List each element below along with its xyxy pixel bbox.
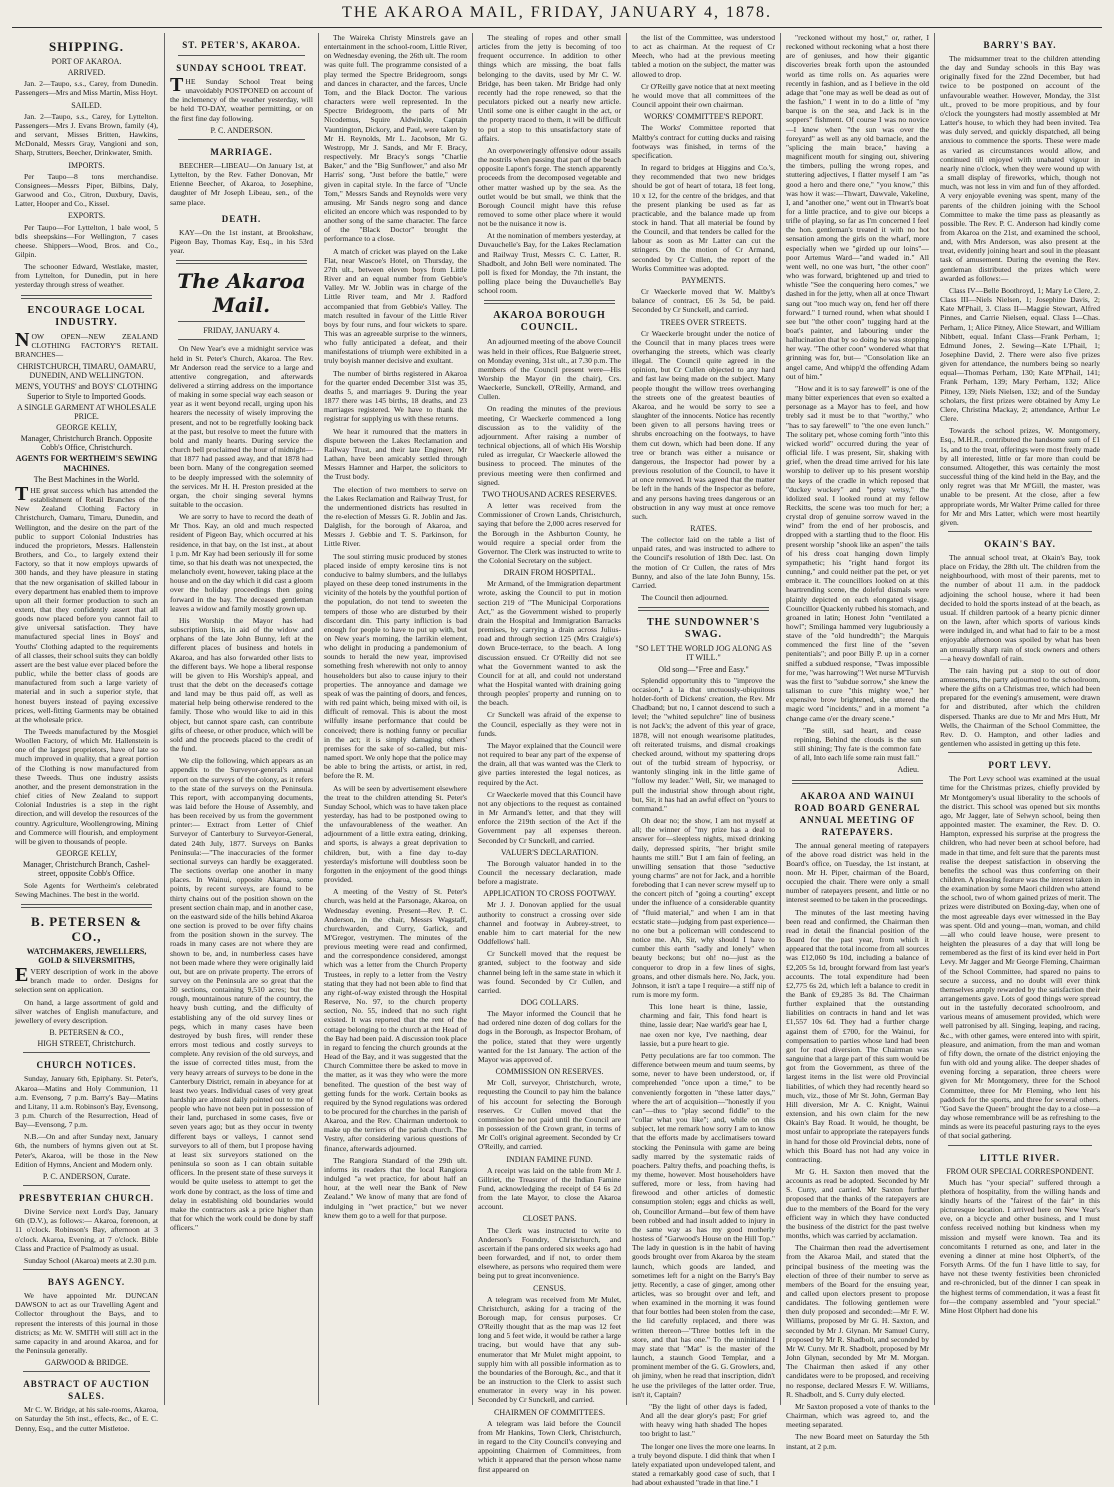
single-garment: A SINGLE GARMENT AT WHOLESALE PRICE.	[15, 403, 158, 421]
divider	[178, 139, 305, 140]
article-paragraph: Cr Waeckerle moved that W. Maltby's balance of contract, £6 3s 5d, be paid. Seconded by Cr Sunckell, and carried.	[632, 287, 775, 314]
petersen-sub: WATCHMAKERS, JEWELLERS, GOLD & SILVERSMITHS,	[15, 947, 158, 965]
article-paragraph: Cr Sunckell was afraid of the expense to the Council, especially as they were not in funds.	[478, 710, 621, 737]
article-paragraph: Mr J. J. Donovan applied for the usual authority to construct a crossing over side channel and footway in Aubrey-street, to enable him to cart material for the new Oddfellows' hall.	[478, 900, 621, 946]
article-paragraph: The stealing of ropes and other small articles from the jetty is becoming of too frequent occurrence. In addition to other things which are missing, the boat falls belonging to the davits, used by Mr C. W. Bridge, has been taken. Mr Bridge had only recently had the rope renewed, so that the peculators picked out a nearly new article. Until some one is either caught in the act, or the property traced to them, it will be difficult to put a stop to this unsatisfactory state of affairs.	[478, 33, 621, 143]
council-heading: AKAROA BOROUGH COUNCIL.	[478, 310, 621, 334]
article-paragraph: The midsummer treat to the children attending the day and Sunday schools in this Bay was originally fixed for the 22nd December, but had twice to be postponed on account of the unfavourable weather. However, Monday, the 31st ult., proved to be more propitious, and by four o'clock the youngsters had mostly assembled at Mr Latter's house, to which they had been invited. Tea was duly served, and quickly dispatched, all being anxious to commence the sports. These were made as varied as circumstances would allow, and continued till enjoyed with unabated vigour in nearly nine o'clock, when they were wound up with a small display of fireworks, which, though not much, was not less in vim and fun of they afforded. A very enjoyable evening was spent, many of the parents of the children joining with the School Committee to make the time pass as pleasantly as possible. The Rev. P. C. Anderson had kindly come from Akaroa on the 21st, and examined the school, and, with Mrs Anderson, was also present at the treat, evidently joining heart and soul in the pleasant task of amusement. During the evening the Rev. gentleman distributed the prizes which were awarded as follows:—	[940, 54, 1100, 283]
divider	[178, 321, 305, 322]
bays-sig: GARWOOD & BRIDGE.	[15, 1358, 158, 1367]
river-heading: LITTLE RIVER.	[940, 1152, 1100, 1164]
barrys-heading: BARRY'S BAY.	[940, 39, 1100, 51]
section-heading: TREES OVER STREETS.	[632, 318, 775, 327]
column-rule	[934, 33, 935, 1405]
article-paragraph: the list of the Committee, was understood to act as chairman. At the request of Cr Meech, who had at the previous meeting tabled a motion on the subject, the matter was allowed to drop.	[632, 33, 775, 79]
sailed-label: SAILED.	[15, 101, 158, 110]
petersen-addr: HIGH STREET, Christchurch.	[15, 1039, 158, 1048]
petersen-text: EVERY description of work in the above branch made to order. Designs for selection sent on application.	[15, 967, 158, 994]
article-paragraph: On reading the minutes of the previous meeting, Cr Waeckerle commenced a long discussion as to the validity of the adjournment. After raising a number of technical objections, all of which His Worship ruled as irregular, Cr Waeckerle allowed the business to proceed. The minutes of the previous meeting were then confirmed and signed.	[478, 404, 621, 486]
article-paragraph: The Council then adjourned.	[632, 593, 775, 602]
article-paragraph: A match of cricket was played on the Lake Flat, near Wascoe's Hotel, on Thursday, the 27th ult., between eleven boys from Little River and an equal number from Gebbie's Valley. Mr W. Joblin was in charge of the Little River team, and Mr J. Radford accompanied that from Gebbie's Valley. The match resulted in favour of the Little River boys by four runs, and four wickets to spare. This was an agreeable surprise to the winners, who fully anticipated a defeat, and their manifestations of triumph were exhibited in a truly boyish manner decisive and exultant.	[324, 247, 467, 366]
sunday-text: THE Sunday School Treat being unavoidably POSTPONED on account of the inclemency of the weather yesterday, will be held TO-DAY, weather permitting, or on the first fine day following.	[170, 77, 313, 123]
divider	[792, 780, 923, 784]
arrived-label: ARRIVED.	[15, 68, 158, 77]
article-paragraph: The Borough valuator handed in to the Council the necessary declaration, made before a magistrate.	[478, 859, 621, 886]
masthead: THE AKAROA MAIL, FRIDAY, JANUARY 4, 1878.	[0, 0, 1114, 26]
article-paragraph: We are sorry to have to record the death of Mr Thos. Kay, an old and much respected resident of Pigeon Bay, which occurred at his residence, in that bay, on the 1st inst., at about 1 p.m. Mr Kay had been seriously ill for some time, so that his death was not unexpected, the melancholy event, however, taking place at the house and on the day which it did cast a gloom over the holiday proceedings then going forward in the bay. The deceased gentleman leaves a widow and family mostly grown up.	[170, 512, 313, 613]
column-3	[324, 33, 467, 1405]
column-4	[478, 33, 621, 1405]
article-paragraph: The Clerk was instructed to write to Anderson's Foundry, Christchurch, and ascertain if the pans ordered six weeks ago had been forwarded, and if not, to order them elsewhere, as persons who required them were being put to great inconvenience.	[478, 1226, 621, 1281]
section-heading: WORKS' COMMITTEE'S REPORT.	[632, 112, 775, 121]
section-heading: VALUER'S DECLARATION.	[478, 848, 621, 857]
section-heading: DRAIN FROM HOSPITAL.	[478, 568, 621, 577]
article-paragraph: The collector laid on the table a list of unpaid rates, and was instructed to adhere to the Council's resolution of 18th Dec. last. On the motion of Cr Cullen, the rates of Mrs Bunny, and also of the late John Bunny, 15s. Carried.	[632, 535, 775, 590]
presby-heading: PRESBYTERIAN CHURCH.	[15, 1192, 158, 1204]
church-heading: CHURCH NOTICES.	[15, 1059, 158, 1071]
column-rule	[164, 33, 165, 1405]
column-2	[170, 33, 313, 1405]
article-paragraph: Mr Saxton proposed a vote of thanks to the Chairman, which was agreed to, and the meeting separated.	[786, 1402, 929, 1429]
arrived-text: Jan. 2—Taupo, s.s., Carey, from Dunedin. Passengers—Mrs and Miss Martin, Miss Hoyt.	[15, 79, 158, 97]
marriage-text: BEECHER—LIBEAU—On January 1st, at Lyttelton, by the Rev. Father Donovan, Mr Etienne Beecher, of Akaroa, to Josephine, daughter of Mr Joseph Libeau, sen., of the same place.	[170, 161, 313, 207]
verse: "Be still, sad heart, and cease repining, Behind the clouds is the sun still shining; Thy fate is the common fate of all, Into each life some rain must fall."	[786, 726, 929, 763]
section-heading: DOG COLLARS.	[478, 998, 621, 1007]
section-heading: APPLICATION TO CROSS FOOTWAY.	[478, 889, 621, 898]
bays-text: We have appointed Mr. DUNCAN DAWSON to act as our Travelling Agent and Collector throughout the Bays, and to represent the interests of this journal in those districts; as Mr. W. SMITH will still act in the same capacity in and around Akaroa, and for the Peninsula generally.	[15, 1291, 158, 1355]
article-paragraph: The soul stirring music produced by stones placed inside of empty kerosine tins is not conducive to balmy slumbers, and the lullabys played on these deep toned instruments in the vicinity of the hotels by the youthful portion of the population, do not tend to sweeten the tempers of those who are disturbed by their discordant din. This party infliction is bad enough for people to have to put up with, but on New year's morning, the larrikin element, who delight in producing a pandemonium of sounds to herald the new year, improvised something fresh wherewith not only to annoy householders but also to cause injury to their properties. The annoyance and damage we speak of was the painting of doors, and fences, with red paint which, being mixed with oil, is difficult of removal. This is about the most wilfully insane performance that could be conceived; there is nothing funny or peculiar in the act; it is simply damaging others' premises for the sake of so-called, but mis-named sport. We only hope that the police may be able to bring the artists, or artist, in red, before the R. M.	[324, 552, 467, 781]
column-rule	[626, 33, 627, 1405]
article-paragraph: The minutes of the last meeting having been read and confirmed, the Chairman then read in detail the financial position of the Board for the past year, from which it appeared that the total income from all sources was £12,060 9s 10d, including a balance of £2,205 5s 1d, brought forward from last year's accounts. The total expenditure had been £2,775 6s 2d, which left a balance to credit in the Bank of £9,285 3s 8d. The Chairman further explained that the outstanding liabilities on contracts in hand and let was £1,557 10s 6d. They had a further charge against them of £700, for the Wainui, for compensation to parties whose land had been got for road diversion. The Chairman was sanguine that a large part of this sum would be got from the Government, as three of the largest items in the list were old Provincial liabilities, of which they had recently heard so much, viz., those of Mr St. John, German Bay Hill diversion, Mr A. C. Knight, Wainui extension, and his own claim for the new Okain's Bay Road. It would, he thought, be most unfair to appropriate the ratepayers funds in hand for those old Provincial debts, none of which this Board has not had any voice in contracting.	[786, 908, 929, 1164]
dateline: FRIDAY, JANUARY 4.	[170, 326, 313, 335]
adieu: Adieu.	[786, 765, 929, 774]
divider	[23, 1185, 150, 1186]
manager-1: Manager, Christchurch Branch. Opposite Cobb's Office, Christchurch.	[15, 434, 158, 452]
divider	[948, 531, 1092, 532]
sunday-sig: P. C. ANDERSON.	[170, 126, 313, 135]
article-paragraph: His Worship the Mayor has had subscription lists, in aid of the widow and orphans of the late John Bunny, left at the different places of business and hotels in Akaroa, and has also forwarded other lists to the different bays. We hope a liberal response will be given to His Worship's appeal, and trust that the debt on the deceased's cottage and land may be thus paid off, as well as material help being otherwise rendered to the family. Those who would like to aid in this object, but cannot spare cash, can contribute gifts of cheese, or other produce, which will be sold and the proceeds placed to the credit of the fund.	[170, 616, 313, 753]
bays-heading: BAYS AGENCY.	[15, 1276, 158, 1288]
article-paragraph: The Port Levy school was examined at the usual time for the Christmas prizes, chiefly provided by Mr Montgomery's usual liberality to the schools of the district. This school was opened but six months ago, Mr Jagger, late of Selwyn school, being then appointed master. The examiner, the Rev. D. O. Hampton, expressed his surprise at the progress the children, who had never been at school before, had made in that time, and felt sure that the parents must realise the deepest satisfaction in observing the benefits the school was thus conferring on their children. A pleasing feature was the interest taken in the examination by some Maori children who attend the school, two of whom gained prizes of merit. The prizes were distributed on Boxing-day, when one of the most agreeable days ever witnessed in the Bay was spent. Old and young—man, woman, and child—all who could leave house, were present to heighten the pleasures of a day that will long be remembered as the first of its kind ever held in Port Levy. Mr Jagger and Mr George Fleming, Chairman of the School Committee, had spared no pains to secure a success, and no doubt will ever think themselves amply rewarded by the satisfaction their arrangements gave. Lots of good things were spread out in the tastefully decorated schoolroom, and various means of amusement provided, which were well patronised by all. Singing, leaping, and racing, &c., with other games, were entered into with spirit, pleasure, and animation, from the man and woman of fifty down, the ornate of the district enjoying the fun with old and young alike. The deeper shades of evening forcing a separation, three cheers were given for Mr Montgomery, three for the School Committee, three for Mr Fleming, who lent his paddock for the sports, and three for several others. "God Save the Queen" brought the day to a close—a day whose remembrance will be as refreshing to the minds as were its peaceful pasturing rays to the eyes of that social gathering.	[940, 774, 1100, 1140]
exports-label: EXPORTS.	[15, 211, 158, 220]
article-paragraph: A receipt was laid on the table from Mr J. Gillriet, the Treasurer of the Indian Famine Fund, acknowledging the receipt of £4 6s 2d from the late Mayor, to close the Akaroa account.	[478, 1166, 621, 1212]
divider	[23, 1052, 150, 1053]
section-heading: CENSUS.	[478, 1284, 621, 1293]
article-paragraph: Cr Sunckell moved that the request be granted, subject to the footway and side channel being left in the same state in which it was found. Seconded by Cr Cullen, and carried.	[478, 949, 621, 995]
agents-sub: The Best Machines in the World.	[15, 475, 158, 484]
section-heading: TWO THOUSAND ACRES RESERVES.	[478, 490, 621, 499]
article-paragraph: "How and it is to say farewell" is one of the many bitter experiences that even so exalted a personage as a Mayor has to feel, and how trebly sad it must be to that "worthy," who "has to say farewell" to "the one even lunch." The solitary pet, whose coming forth "into this wicked world" occurred during the year of official life. I was present, Sir, shaking with grief, when the dread time arrived for his late worship to deliver up to his present worship the keys of the cradle in which reposed that "duckey wuckey" and "petsy wetsy," the idolized seal. I looked round at my fellow Reckitts, the scene was too much for her; a crystal drop of genuine sorrow waved in the wind" from the end of her proboscis, and dropped with a startling thud to the floor. His present worship "shook like an aspen" the tails of his dress coat hanging down limply sympathetic; his "right hand forgot its cunning," and could neither pat the pet, or yet embrace it. The councillors looked on at this heartrending scene, the doleful dismals were plainly depicted on each elongated visage. Councillor Quackenly rubbed his stomach, and groaned in latin; Honest John "ventilated a howl"; Smilinga hammed very lugubriously a stave of the "old hundredth"; the Marquis commenced the first line of the "seven penitentials"; and poor Billy P. up in a corner sniffed a subdued response, "Twas impossible for me, "was harrowing"! Wet nurse M'Turvish was the first to "subdue sorrow," she knew the talisman to cure "this mighty woe," her expensive brow brightened, she uttered the magic word "incidents," and in a moment "a change came o'er the dreary scene."	[786, 384, 929, 723]
article-paragraph: Mr Coll, surveyor, Christchurch, wrote, requesting the Council to pay him the balance of his account for selecting the Borough reserves. Cr Cullen moved that the commission be not paid until the Council are in possession of the Crown grant, in terms of Mr Coll's original agreement. Seconded by Cr O'Reilly, and carried.	[478, 1078, 621, 1151]
mens-clothing: MEN'S, YOUTHS' and BOYS' CLOTHING Superior to Style to Imported Goods.	[15, 382, 158, 400]
verse: "By the light of other days is faded, And all the dear glory's past; For grief with heavy wing hath shaded The hopes too bright to last."	[632, 1402, 775, 1439]
swag-heading: THE SUNDOWNER'S SWAG.	[632, 617, 775, 641]
column-rule	[318, 33, 319, 1405]
swag-motto: "SO LET THE WORLD JOG ALONG AS IT WILL."	[632, 644, 775, 662]
article-paragraph: The Chairman then read the advertisement from the Akaroa Mail, and stated that the principal business of the meeting was the election of three of their number to serve as members of the Board for the ensuing year, and called upon electors present to propose candidates. The following gentlemen were then duly proposed and seconded:—Mr F. W. Williams, proposed by Mr G. H. Saxton, and seconded by Mr J. Glynan. Mr Samuel Curry, proposed by Mr R. Shadbolt, and seconded by Mr W. Curry. Mr R. Shadbolt, proposed by Mr John Glynan, seconded by Mr M. Morgan. The Chairman then asked if any other candidates were to be proposed, and receiving no response, declared Messrs F. W. Williams, R. Shadbolt, and S. Curry duly elected.	[786, 1243, 929, 1399]
shipping-heading: SHIPPING.	[15, 39, 158, 54]
divider	[948, 752, 1092, 753]
section-heading: CHAIRMEN OF COMMITTEES.	[478, 1408, 621, 1417]
article-paragraph: The Mayor informed the Council that he had ordered nine dozen of dog collars for the dogs in the Borough, as Inspector Broham, of the police, stated that they were urgently wanted for the 1st January. The action of the Mayor was approved of.	[478, 1009, 621, 1064]
article-paragraph: The Waireka Christy Minstrels gave an entertainment in the school-room, Little River, on Wednesday evening, the 26th ult. The room was quite full. The programme consisted of a play termed the Spectre Bridegroom, songs and dances in character, and the farces, Uncle Tom, and the Black Doctor. The various characters were well represented. In the Spectre Bridegroom, the parts of Mr Nicodemus, Squire Aldwinkle, Captain Vauntington, Dickory, and Paul, were taken by Mr H. Reynolds, Mr L. Jacobson, Mr G. Westropp, Mr J. Sands, and Mr F. Bracy, respectively. Mr Bracy's songs "Charlie Baker," and the "Big Sunflower," and also Mr Harris' song, "Just before the battle," were given in capital style. In the farce of "Uncle Tom," Messrs Sands and Reynolds were very amusing. Mr Sands negro song and dance elicited an encore which was responded to by another song of the same character. The farce of the "Black Doctor" brought the performance to a close.	[324, 33, 467, 244]
article-paragraph: We hear it rumoured that the matters in dispute between the Lakes Reclamation and Railway Trust, and their late Engineer, Mr Lathan, have been amicably settled through Messrs Hamner and Harper, the solicitors to the Trust body.	[324, 427, 467, 482]
port-heading: PORT OF AKAROA.	[15, 57, 158, 66]
section-heading: PAYMENTS.	[632, 276, 775, 285]
divider	[21, 295, 152, 299]
column-6	[786, 33, 929, 1405]
church-text: Sunday, January 6th, Epiphany. St. Peter's, Akaroa—Matins and Holy Communion, 11 a.m. Evensong, 7 p.m. Barry's Bay—Matins and Litany, 11 a.m. Robinson's Bay, Evensong, 3 p.m. Church of the Resurrection, Head of Bay—Evensong, 7 p.m.	[15, 1074, 158, 1129]
auction-text: Mr C. W. Bridge, at his sale-rooms, Akaroa, on Saturday the 5th inst., effects, &c., of E. C. Denny, Esq., and the cutter Mistletoe.	[15, 1405, 158, 1432]
column-rule	[780, 33, 781, 1405]
divider	[484, 300, 615, 304]
levy-heading: PORT LEVY.	[940, 759, 1100, 771]
article-paragraph: Oh dear no; the show, I am not myself at all; the winner of "my prize has a deal to answer for—sleepless nights, mixed drinking daily, depressed spirits, "her bright smile haunts me still." But I am fain of feeling, an unwilling sensation that those "seductive young charms" are not for Jack, and a horrible foreboding that I can never screw myself up to the concert pitch of "going a courting" except under the influence of a considerable quantity of "fluid material," and when I am in that ecstatic state—judging from past experience—no one but a policeman will condescend to notice me. Ah, Sir, why should I have to cumber this earth "sadly and lonely" when beauty beckons; but oh! no—just as the conqueror to drop in a few lines of sighs, groans, and other dismals here. No, Jack, you. Johnson, it isn't a tape I require—a stiff nip of rum is more my form.	[632, 816, 775, 999]
column-rule	[472, 33, 473, 1405]
divider	[21, 904, 152, 908]
article-paragraph: Cr Waeckerle brought under the notice of the Council that in many places trees were overhanging the streets, which was clearly illegal. The Council quite agreed in the opinion, but Cr Cullen objected to any hard and fast law being made on the subject. Many people thought the willow trees overhanging the streets one of the greatest beauties of Akaroa, and he would be sorry to see a slaughter of the innocents. Notice has recently been given to all persons having trees or shrubs encroaching on the footways, to have them cut down, which had been done. If any tree or branch was either a nuisance or dangerous, the Inspector had power by a previous resolution of the Council, to have it at once removed. It was agreed that the matter be left in the hands of the Inspector as before, and any persons having trees dangerous or an obstruction in any way must at once remove such.	[632, 329, 775, 521]
section-heading: CLOSET PANS.	[478, 1214, 621, 1223]
imports-text: Per Taupo—8 tons merchandise. Consignees—Messrs Piper, Bilbins, Daly, Garwood and Co., Citron, Duxbury, Davis, Latter, Hooper and Co., Kissel.	[15, 172, 158, 209]
george-kelly-2: GEORGE KELLY,	[15, 849, 158, 858]
article-paragraph: Splendid opportunity this to "improve the occasion," a la that unctuously-ubiquitous holder-forth of Dickens' creation, the Rev. Mr Chadband; but no, I cannot descend to such a level; the "whited sepulchre" line of business is not Jack's; the advent of this year of grace, 1878, will not enough wearisome platitudes, oft reiterated truisms, and dismal croakings checked around, without my spattering drops out of the turbid stream of hypocrisy, or wantonly slinging ink in the little game of "follow my leader." Well, Sir, we managed to pull the industrial show through about right, but, Sir, it has had an awful effect on "yours to command."	[632, 676, 775, 813]
article-paragraph: A telegram was laid before the Council from Mr Hankins, Town Clerk, Christchurch, in regard to the City Council's conveying and appointing Chairmen of Committees, from which it appeared that the person whose name first appeared on	[478, 1419, 621, 1474]
swag-sub: Old song—"Free and Easy."	[632, 665, 775, 674]
article-paragraph: Mr Armand, of the Immigration department wrote, asking the Council to put in motion section 219 of "The Municipal Corporations Act," as the Government wished to properly drain the Hospital and Immigration Barracks premises, by carrying a drain across Julius-road and through section 125 (Mrs Craigie's) down Bruce-terrace, to the beach. A long discussion ensued. Cr O'Reilly did not see what the Government wanted to ask the Council for at all, and could not understand what the Hospital wanted with draining going through peoples' property and running on to the beach.	[478, 579, 621, 707]
death-heading: DEATH.	[170, 213, 313, 225]
sunday-heading: SUNDAY SCHOOL TREAT.	[170, 62, 313, 74]
article-paragraph: A letter was received from the Commissioner of Crown Lands, Christchurch, saying that before the 2,000 acres reserved for the Borough in the Ashburton County, he would require a special order from the Governor. The Clerk was instructed to write to the Colonial Secretary on the subject.	[478, 501, 621, 565]
section-heading: INDIAN FAMINE FUND.	[478, 1155, 621, 1164]
agents-heading: AGENTS FOR WERTHEIM'S SEWING MACHINES.	[15, 454, 158, 472]
article-paragraph: Cr Waeckerle moved that this Council have not any objections to the request as contained in Mr Armand's letter, and that they will enforce the 219th section of the Act if the Government pay all expenses thereon. Seconded by Cr Sunckell, and carried.	[478, 790, 621, 845]
auction-heading: ABSTRACT OF AUCTION SALES.	[15, 1378, 158, 1402]
church-sig: P. C. ANDERSON, Curate.	[15, 1172, 158, 1181]
article-paragraph: Mr G. H. Saxton then moved that the accounts as read be adopted. Seconded by Mr S. Curry, and carried. Mr Saxton further proposed that the thanks of the ratepayers are due to the members of the Board for the very efficient way in which they have conducted the business of the district for the past twelve months, which was carried by acclamation.	[786, 1167, 929, 1240]
column-1	[15, 33, 158, 1405]
verse: This lone heart is thine, lassie, charming and fair, This fond heart is thine, lassie dear; Nae warld's gear hae I, nae oxen nor kye, I've naething, dear lassie, but a pure heart to gie.	[632, 1002, 775, 1048]
great-success-text: THE great success which has attended the establishment of Retail Branches of the New Zealand Clothing Factory in Christchurch, Oamaru, Timaru, Dunedin, and Wellington, and the desire on the part of the public to support Colonial Industries has induced the proprietors, Messrs. Hallenstein Brothers, and Co., to largely extend their Factory, so that it now employs upwards of 300 hands, and they have pleasure in stating that the new organisation of skilled labour in every department has enabled them to improve upon all their former production to such an extent, that they confidently assert that all goods now placed before you cannot fail to give universal satisfaction. They have manufactured special lines in Boys' and Youths' Clothing adapted to the requirements of all classes, their school suits they can boldly assert are the best value ever placed before the public, while the better class of goods are manufactured from such a large variety of material and in such a superior style, that honest buyers instead of paying excessive prices, well-fitting Garments may be obtained at the wholesale price.	[15, 486, 158, 724]
petersen-text-2: On hand, a large assortment of gold and silver watches of English manufacture, and jewellery of every description.	[15, 998, 158, 1025]
article-paragraph: The number of births registered in Akaroa for the quarter ended December 31st was 35, deaths 5, and marriages 9. During the year 1877 there was 145 births, 18 deaths, and 23 marriages registered. We have to thank the registrar for supplying us with these returns.	[324, 369, 467, 424]
industry-places: CHRISTCHURCH, TIMARU, OAMARU, DUNEDIN, AND WELLINGTON.	[15, 362, 158, 380]
marriage-heading: MARRIAGE.	[170, 146, 313, 158]
article-paragraph: An overpoweringly offensive odour assails the nostrils when passing that part of the beach opposite Lapont's forge. The stench apparently proceeds from the decomposed vegetable and other matter washed up by the sea. As the outlet would be but small, we think that the Borough Council might have this refuse removed to some other place where it would not be the nuisance it now is.	[478, 146, 621, 228]
article-paragraph: A meeting of the Vestry of St. Peter's church, was held at the Parsonage, Akaroa, on Wednesday evening. Present—Rev. P. C. Anderson, in the chair, Messrs Wagstaff, churchwarden, and Curry, Garlick, and M'Gregor, vestrymen. The minutes of the previous meeting were read and confirmed, and the correspondence considered, amongst which was a letter from the Church Property Trustees, in reply to a letter from the Vestry stating that they had not been able to find that any right-of-way existed through the Hospital Reserve, No. 97, to the church property section, No. 55, indeed that no such right existed. It was reported that the rent of the cottage belonging to the church at the Head of the Bay had been paid. A discussion took place in regard to fencing the church grounds at the Head of the Bay, and it was suggested that the Church Committee there be asked to move in the matter, as it was they who were the more benefited. The question of the best way of getting funds for the work. Certain books as required by the Synod regulations was ordered to be procured for the churches in the parish of Akaroa, and the Rev. Chairman undertook to make up the terriers of the parish church. The Vestry, after considering various questions of finance, afterwards adjourned.	[324, 887, 467, 1153]
article-paragraph: The new Board meet on Saturday the 5th instant, at 2 p.m.	[786, 1432, 929, 1450]
article-paragraph: The annual general meeting of ratepayers of the above road district was held in the Board's office, on Tuesday, the 1st instant, at noon. Mr H. Piper, chairman of the Board, occupied the chair. There were only a small number of ratepayers present, and little or no interest seemed to be taken in the proceedings.	[786, 841, 929, 905]
article-paragraph: An adjourned meeting of the above Council was held in their offices, Rue Balguerie street, on Monday evening, 31st ult., at 7.30 p.m. The members of the Council present were—His Worship the Mayor (in the chair), Crs. Waeckerle, Sunckell, O'Reilly, Armand, and Cullen.	[478, 337, 621, 401]
petersen-heading: B. PETERSEN & CO.,	[15, 914, 158, 944]
article-paragraph: Towards the school prizes, W. Montgomery, Esq., M.H.R., contributed the handsome sum of £1 1s, and to the treat, offerings were most freely made by all interested, little or far more than could be consumed. Altogether, this was certainly the most successful thing of the kind held in the Bay, and the only regret was that Mr M'Gill, the master, was unable to be present. At the close, after a few appropriate words, Mr Walter Prime called for three for Mr and Mrs Latter, which were most heartily given.	[940, 426, 1100, 527]
stpeter-heading: ST. PETER'S, AKAROA.	[170, 39, 313, 51]
tweeds-text: The Tweeds manufactured by the Mosgiel Woollen Factory, of which Mr. Hallenstein is one of the largest proprietors, have of late so much improved in quality, that a great portion of the Clothing is now manufactured from these Tweeds. Thus one industry assists another, and the present demonstration in the chief cities of New Zealand to support Colonial Industries is a step in the right direction, and will develop the resources of the country. Agriculture, Woollengrowing, Mining and Commerce will flourish, and employment will be given to thousands of people.	[15, 727, 158, 846]
church-text-2: N.B.—On and after Sunday next, January 6th, the numbers of hymns given out at St. Peter's, Akaroa, will be those in the New Edition of Hymns, Ancient and Modern only.	[15, 1132, 158, 1169]
article-paragraph: The election of two members to serve on the Lakes Reclamation and Railway Trust, for the undermentioned districts has resulted in the re-election of Messrs G. R. Joblin and Jas. Dalglish, for the borough of Akaroa, and Messrs J. Gebbie and T. S. Parkinson, for Little River.	[324, 485, 467, 549]
article-paragraph: The annual school treat, at Okain's Bay, took place on Friday, the 28th ult. The children from the neighbourhood, with most of their parents, met to the number of about 11 a.m. in the paddock adjoining the school house, where it had been decided to hold the sports instead of at the beach, as usual. If children partook of a hearty picnic dinner on the lawn, after which sports of various kinds were indulged in, and what had to fair to be a most enjoyable afternoon was spoiled by what has been an unusually sharp rain of stock owners and others—a heavy downfall of rain.	[940, 553, 1100, 663]
column-7	[940, 33, 1100, 1405]
industry-heading: ENCOURAGE LOCAL INDUSTRY.	[15, 305, 158, 329]
section-heading: COMMISSION ON RESERVES.	[478, 1067, 621, 1076]
river-sub: FROM OUR SPECIAL CORRESPONDENT.	[940, 1167, 1100, 1176]
article-paragraph: Much has "your special" suffered through a plethora of hospitality, from the willing hands and kindly hearts of the "fairest of the fair" in this picturesque location. I arrived here on New Year's eve, on a bicycle and other business, and I must confess received nothing but kindness when my mission and myself were known. Tea and its concomitants I returned as one, and later in the evening a dinner at mine host Olphert's, of the Forsyth Arms. Of the fun I have little to say, for have not these twenty festivities been chronicled and re-chronicled, but of the dinner I can speak in the highest terms of commendation, it was a feast fit for—the company assembled and "your special." Mine Host Olphert had done his	[940, 1178, 1100, 1315]
divider	[178, 55, 305, 56]
article-paragraph: The rain having put a stop to out of door amusements, the party adjourned to the schoolroom, where the gifts on a Christmas tree, which had been prepared for the evening's amusement, were drawn for and distributed, after which the children dispersed. Thanks are due to Mr and Mrs Hutt, Mr Wells, the Chairman of the School Committee, the Rev. D. O. Hampton, and other ladies and gentlemen who assisted in getting up this fete.	[940, 666, 1100, 748]
sailed-text: Jan. 2—Taupo, s.s., Carey, for Lyttelton. Passengers—Mrs J. Evans Brown, family (4), and servant, Misses Britten, Hawkins, McDonald, Messrs Gray, Vangioni and son, Sharp, Strutters, Beecher, Drinkwater, Smith.	[15, 112, 158, 158]
presby-text: Divine Service next Lord's Day, January 6th (D.V.), as follows:— Akaroa, forenoon, at 11 o'clock. Robinson's Bay, afternoon at 3 o'clock. Akaroa, Evening, at 7 o'clock. Bible Class and Practice of Psalmody as usual.	[15, 1207, 158, 1253]
section-heading: RATES.	[632, 524, 775, 533]
article-paragraph: The Rangiora Standard of the 29th ult. informs its readers that the local Rangiora indulged "a wet practice, for about half an hour, at the well near the Bank of New Zealand." We know of many that are fond of indulging in "wet practice," but we never knew them go to a well for that purpose.	[324, 1156, 467, 1220]
article-paragraph: A telegram was received from Mr Mulet, Christchurch, asking for a tracing of the Borough map, for census purposes. Cr O'Reilly thought that as the map was 12 feet long and 5 feet wide, it would be rather a large tracing, but would have that any sub-enumerator that Mr Mulet might appoint, to supply him with all possible information as to the boundaries of the Borough, &c., and that it be an instruction to the Clerk to assist such enumerator in every way in his power. Seconded by Cr Sunckell, and carried.	[478, 1295, 621, 1405]
manager-2: Manager, Christchurch Branch, Cashel-street, opposite Cobb's Office.	[15, 860, 158, 878]
industry-sub: NOW OPEN—NEW ZEALAND CLOTHING FACTORY'S RETAIL BRANCHES—	[15, 332, 158, 359]
imports-label: IMPORTS.	[15, 161, 158, 170]
article-paragraph: In regard to bridges at Higgins and Co.'s, they recommended that two new bridges should be got of heart of totara, 18 feet long, 10 x 12, for the centre of the bridges, and that the present planking be used as far as practicable, and the balance made up from stock in hand. That all material be found by the Council, and that tenders be called for the labour as soon as Mr Latter can cut the stringers. On the motion of Cr Armand, seconded by Cr Cullen, the report of the Works Committee was adopted.	[632, 163, 775, 273]
article-paragraph: Petty peculations are far too common. The difference between meum and tuum seems, by some, never to have been understood, or, if comprehended "once upon a time," to be conveniently forgotten in "these latter days," where the art of acquisition—"honestly if you can"—thus to "play second fiddle" to the "collar what you like"; and, while on this subject, let me remark how sorry I am to know that the efforts made by acclimatisers toward stocking the Peninsula with game are being sadly marred by the systematic raids of poachers. Paltry thefts, and poaching thefts, is my theme, however. Most householders have suffered, more or less, from having had firewood and other articles of domestic consumption stolen; eggs and chicks as well, oh, Councillor Armand—but few of them have been robbed and had insult added to injury in the same way as has my good motherly hostess of "Garwood's House on the Hill Top." The lady in question is in the habit of having goods brought over from Akaroa by the steam launch, which goods are landed, and sometimes left for a night on the Barry's Bay jetty. Recently, a case of ginger, among other articles, was so brought over and left, and when examined in the morning it was found that four bottles had been stolen from the case, the lid carefully replaced, and there was written thereon—"Three bottles left in the store, and that has one." To the uninitiated I may state that "Mat" is the master of the launch, a staunch Good Templar, and a prominent member of the G. G. Growlers, and, oh jiminy, when he read that inscription, didn't he use the privileges of the latter order. True, isn't it, Captain?	[632, 1051, 775, 1399]
okains-heading: OKAIN'S BAY.	[940, 538, 1100, 550]
column-5	[632, 33, 775, 1405]
divider	[948, 1145, 1092, 1146]
divider	[178, 339, 305, 340]
schooner-text: The schooner Edward, Westlake, master, from Lyttelton, for Dunedin, put in here yesterday through stress of weather.	[15, 262, 158, 289]
article-paragraph: Cr O'Reilly gave notice that at next meeting he would move that all committees of the Council appoint their own chairman.	[632, 82, 775, 109]
masthead-rule	[12, 27, 1102, 28]
divider	[176, 260, 307, 264]
sole-agents: Sole Agents for Wertheim's celebrated Sewing Machines. The best in the world.	[15, 881, 158, 899]
article-paragraph: The Mayor explained that the Council were not required to bear any part of the expense of the drain, all that was wanted was the Clerk to give parties interested the legal notices, as required by the Act.	[478, 741, 621, 787]
death-text: KAY—On the 1st instant, at Brookshaw, Pigeon Bay, Thomas Kay, Esq., in his 53rd year.	[170, 228, 313, 255]
article-paragraph: "reckoned without my host," or, rather, I reckoned without reckoning what a host there are of geniuses, and how their gigantic discoveries break forth upon the astounded world as time rolls on. As aquaries were recently in fashion, and as I believe in the old adage that "one may as well be dead as out of the fashion," I went in to do a little of "my barque is on the sea, and Jack is in the soppers" fishment. Of course I was no novice—I knew when "the sun was over the foreyard" as well as any old barnacle, and the "splicing the main brace," having a magnificent mouth for singing out, shivering the timbers, pulling the wrong ropes, and stuttering adjectives, I flatter myself I am "as good a hero and there one," "you know," this was how it was:—Thwart, Dawvale, Vakeline, I, and "another one," went out in Thwart's boat for a little practice, and to give our biceps a trifle of playing, so far as I'm concerned I feel the hon. gentleman's treated it with no hot sensation among the girls on the wharf, more especially when we "girded up our loins"—poor Artemus Ward—"and waded in." All went well, no one was hurt, "the other coon" who was forward, brightened up and tried to whistle "See the conquering hero comes," we dashed in for the jetty, when all at once Thwart sang out "too much way on, fend her off there forward." I turned round, when what should I see but "the other coon" tugging hard at the boat's painter, and labouring under the hallucination that by so doing he was stopping her way. "The other coon" wondered what that grinning was for, but— "Consolation like an angel came, And whipp'd the offending Adam out of him."	[786, 33, 929, 381]
article-paragraph: As will be seen by advertisement elsewhere the treat to the children attending St. Peter's Sunday School, which was to have taken place yesterday, has had to be postponed owing to the unfavourableness of the weather. An adjournment of a little extra eating, drinking, and sports, is always a great deprivation to children, but, with a fine day to-day yesterday's misfortune will doubtless soon be forgotten in the enjoyment of the good things provided.	[324, 784, 467, 885]
article-paragraph: The longer one lives the more one learns. In a truly beyond dispute. I did think that when I lately expatiated upon undeveloped talent, and stated a remarkably good case of such, that I had about exhausted "trade in that line." I	[632, 1442, 775, 1487]
article-paragraph: We clip the following, which appears as an appendix to the Surveyor-general's annual report on the surveys of the colony, as it refers to the state of the surveys on the Peninsula. This report, with accompanying documents, was laid before the House of Assembly, and has been received by us from the government printer:— Extract from Letter of Chief Surveyor of Canterbury to Surveyor-General, dated 24th July, 1877. Surveys on Banks Peninsula:—"The inaccuracies of the former sectional surveys can hardly be exaggerated. The sections overlap one another in many places. In Wainui, opposite Akaroa, some points, by recent surveys, are found to be thirty chains out of the position shown on the present section chain map, and in another case, on the eastward side of the hills behind Akaroa one section is proved to be over fifty chains from the position shown in the survey. The roads in many cases are not where they are shown to be, and, in numberless cases have not been made where they were originally laid out, but are on private property. The errors of survey on the Peninsula are so great that the 30 sections, containing 9,510 acres; but the rough, mountainous nature of the country, the heavy bush cutting, and the difficulty of establishing any of the old survey lines or pegs, which in many cases have been destroyed by bush fires, will render these errors most tedious and costly surveys to complete. Any revision of the old surveys, and the issue of corrected titles must, from the very heavy arrears of surveys to be done in the Canterbury District, remain in abeyance for at least two years. Individual cases of very great hardship are almost daily pointed out to me of people who have not been put in possession of their land, purchased in some cases, five or seven years ago; but as they occur in twenty different bays or valleys, I cannot send surveyors to all of them, but I propose having at least six surveyors stationed on the peninsula so soon as I can obtain suitable officers. In the present state of these surveys it would be quite useless to attempt to get the work done by contract, as the loss of time and delay in establishing old boundaries would make the contractors ask a price higher than that for which the work could be done by staff officers."	[170, 756, 313, 1232]
divider	[23, 1371, 150, 1372]
article-paragraph: At the nomination of members yesterday, at Duvauchelle's Bay, for the Lakes Reclamation and Railway Trust, Messrs C. C. Latter, R. Shadbolt, and John Bell were nominated. The poll is fixed for Monday, the 7th instant, the polling place being the Duvauchelle's Bay school room.	[478, 231, 621, 295]
wainui-heading: AKAROA AND WAINUI ROAD BOARD GENERAL ANNUAL MEETING OF RATEPAYERS.	[786, 790, 929, 838]
presby-text-2: Sunday School (Akaroa) meets at 2.30 p.m.	[15, 1256, 158, 1265]
divider	[23, 1269, 150, 1270]
article-paragraph: Class IV—Belle Boothroyd, 1; Mary Le Clere, 2. Class III—Niels Nielsen, 1; Josephine Davis, 2; Kate M'Phail, 3. Class II—Maggie Stewart, Alfred Pinnes, and Carrie Nielsen, equal. Class I—Chas. Perham, 1; Alice Pitney, Alice Stewart, and William Nibbett, equal. Infant Class—Frank Perham, 1; Edmund Jones, 2. Sewing—Kate L'Phail, 1; Josephine David, 2. There were also five prizes given for attendance, the numbers being so nearly equal—Thomas Perham, 130; Kate M'Phail, 141; Frank Perham, 139; Mary Perham, 132; Alice Pitney, 139; Niels Nielsen, 132; and of the Sunday scholars, the first prizes were obtained by Amy Le Clere, Christina Mackay, 2; attendance, Arthur Le Clere.	[940, 286, 1100, 423]
article-paragraph: The Works' Committee reported that Maltby's contract for cutting ducks and raising footways was finished, in terms of the specification.	[632, 123, 775, 160]
article-paragraph: On New Year's eve a midnight service was held in St. Peter's Church, Akaroa. The Rev. Mr Anderson read the service to a large and attentive congregation, and afterwards delivered a stirring address on the importance of making in some special way each season or year as it went beyond recall, urging upon his hearers the necessity of wisely improving the present, and not to be regretfully looking back at the past, but resolve to meet the future with bold and manly hearts. During service the church bell proclaimed the hour of midnight—that 1877 had passed away, and that 1878 had been born. Many of the congregation seemed to be deeply impressed with the solemnity of the services. Mr H. H. Preston presided at the organ, the choir singing several hymns suitable to the occasion.	[170, 344, 313, 509]
divider	[638, 607, 769, 611]
petersen-sig: B. PETERSEN & CO.,	[15, 1028, 158, 1037]
george-kelly: GEORGE KELLY,	[15, 423, 158, 432]
paper-name: The Akaroa Mail.	[170, 269, 313, 317]
exports-text: Per Taupo—For Lyttelton, 1 bale wool, 5 bdls sheepskins—For Wellington, 7 cases cheese. Shippers—Wood, Bros. and Co., Gilpin.	[15, 223, 158, 260]
